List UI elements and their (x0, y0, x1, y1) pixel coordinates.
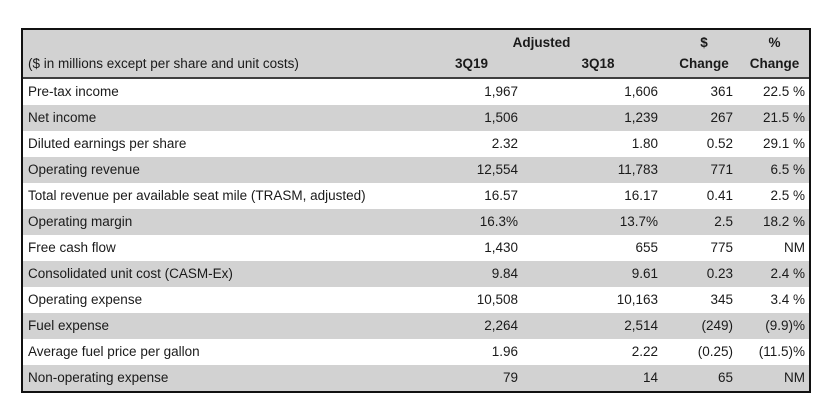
value-dollar-change: 0.52 (706, 136, 733, 151)
value-3q18: 13.7% (619, 214, 658, 229)
table-row (23, 313, 809, 339)
row-label: Operating expense (28, 292, 143, 307)
value-3q18: 10,163 (616, 292, 658, 307)
value-3q18: 655 (635, 240, 658, 255)
value-dollar-change: (0.25) (697, 344, 733, 359)
value-dollar-change: 65 (717, 370, 733, 385)
value-dollar-change: 771 (710, 162, 733, 177)
value-dollar-change: 0.41 (706, 188, 733, 203)
value-3q18: 1.80 (631, 136, 658, 151)
value-pct-change: 3.4 % (770, 292, 805, 307)
column-header-pct-change-line2: Change (749, 56, 800, 71)
row-label: Non-operating expense (28, 370, 169, 385)
value-pct-change: 2.4 % (770, 266, 805, 281)
value-3q19: 16.3% (479, 214, 518, 229)
value-3q19: 12,554 (476, 162, 518, 177)
table-row (23, 209, 809, 235)
table-row (23, 261, 809, 287)
value-pct-change: 18.2 % (762, 214, 805, 229)
value-3q18: 9.61 (631, 266, 658, 281)
column-header-pct-change-line1: % (768, 35, 781, 50)
table-row (23, 287, 809, 313)
table-row (23, 105, 809, 131)
value-3q19: 1,506 (484, 110, 518, 125)
row-label: Net income (28, 110, 97, 125)
table-header (23, 30, 809, 79)
value-3q19: 9.84 (491, 266, 518, 281)
value-dollar-change: 2.5 (714, 214, 733, 229)
value-pct-change: 21.5 % (762, 110, 805, 125)
value-dollar-change: 361 (710, 84, 733, 99)
column-header-3q18: 3Q18 (581, 56, 615, 71)
table-row (23, 235, 809, 261)
column-header-dollar-change-line1: $ (700, 35, 708, 50)
units-subtitle: ($ in millions except per share and unit costs) (28, 56, 299, 71)
value-dollar-change: 345 (710, 292, 733, 307)
column-group-adjusted: Adjusted (512, 35, 571, 50)
value-3q19: 79 (502, 370, 518, 385)
row-label: Total revenue per available seat mile (TRASM, adjusted) (28, 188, 366, 203)
table-row (23, 365, 809, 391)
table-row (23, 131, 809, 157)
value-3q19: 16.57 (484, 188, 518, 203)
value-3q18: 16.17 (624, 188, 658, 203)
table-row (23, 183, 809, 209)
value-3q18: 1,606 (624, 84, 658, 99)
column-header-3q19: 3Q19 (454, 56, 489, 71)
value-dollar-change: 267 (710, 110, 733, 125)
row-label: Pre-tax income (28, 84, 119, 99)
table-row (23, 79, 809, 105)
table-row (23, 157, 809, 183)
value-3q19: 10,508 (476, 292, 518, 307)
value-3q18: 2,514 (624, 318, 658, 333)
value-3q19: 1,967 (484, 84, 518, 99)
row-label: Average fuel price per gallon (28, 344, 200, 359)
value-3q18: 2.22 (631, 344, 658, 359)
row-label: Operating margin (28, 214, 133, 229)
value-pct-change: (11.5)% (758, 344, 805, 359)
value-pct-change: 6.5 % (770, 162, 805, 177)
value-3q18: 11,783 (617, 162, 658, 177)
table-row (23, 339, 809, 365)
financial-results-table (21, 28, 811, 393)
value-pct-change: NM (784, 240, 805, 255)
row-label: Free cash flow (28, 240, 116, 255)
column-header-dollar-change-line2: Change (679, 56, 729, 71)
value-pct-change: 29.1 % (762, 136, 805, 151)
value-3q19: 2,264 (484, 318, 518, 333)
value-pct-change: 2.5 % (770, 188, 805, 203)
value-pct-change: (9.9)% (765, 318, 805, 333)
value-pct-change: 22.5 % (762, 84, 805, 99)
row-label: Consolidated unit cost (CASM-Ex) (28, 266, 233, 281)
value-3q18: 14 (642, 370, 658, 385)
row-label: Diluted earnings per share (28, 136, 187, 151)
value-3q19: 2.32 (491, 136, 518, 151)
value-dollar-change: (249) (701, 318, 733, 333)
value-dollar-change: 0.23 (706, 266, 733, 281)
value-dollar-change: 775 (710, 240, 733, 255)
value-3q19: 1,430 (484, 240, 518, 255)
row-label: Fuel expense (28, 318, 110, 333)
value-3q19: 1.96 (491, 344, 518, 359)
value-3q18: 1,239 (624, 110, 658, 125)
row-label: Operating revenue (28, 162, 140, 177)
value-pct-change: NM (784, 370, 805, 385)
